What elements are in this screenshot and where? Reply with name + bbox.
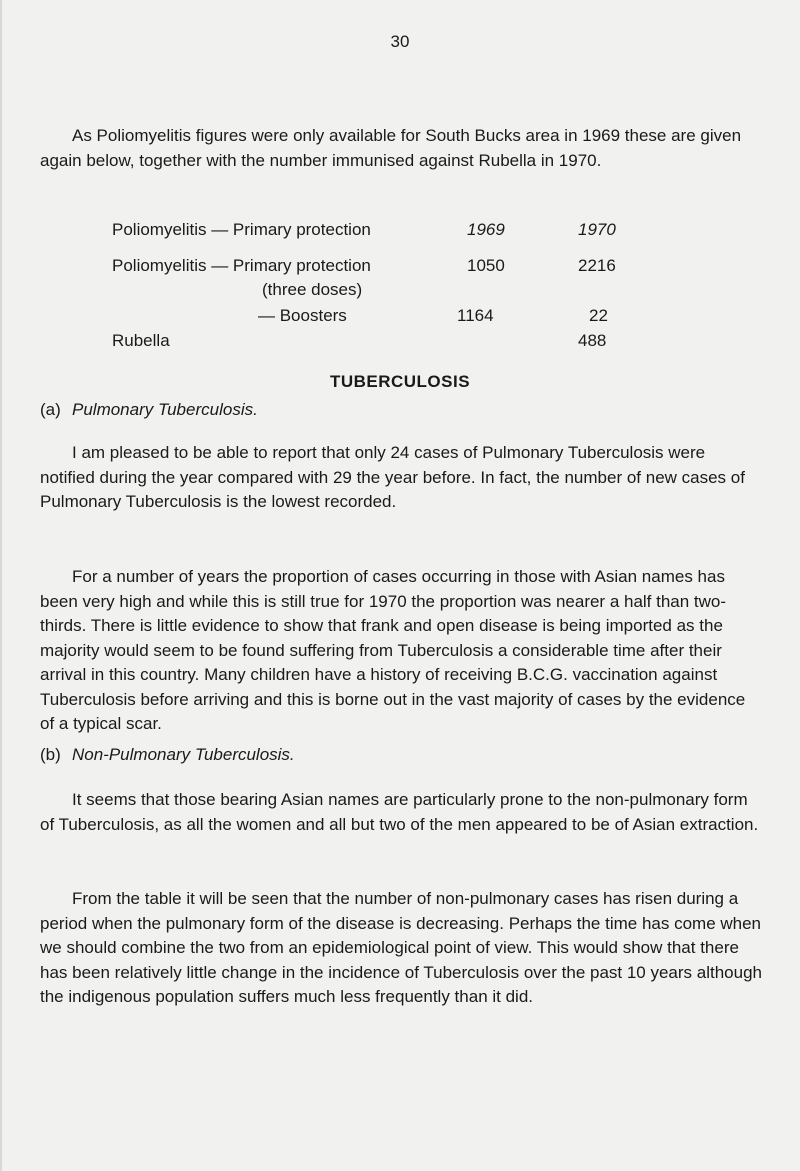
- row-primary-1970: 2216: [578, 256, 616, 275]
- subheading-a: [40, 400, 258, 420]
- non-pulmonary-paragraph-1: It seems that those bearing Asian names are particularly prone to the non-pulmonary form of Tuberculosis, as all the women and all but two of the men appeared to be of Asian extraction.: [40, 790, 759, 834]
- pulmonary-paragraph-1: I am pleased to be able to report that only 24 cases of Pulmonary Tuberculosis were notified during the year compared with 29 the year before. In fact, the number of new cases of Pulmonary Tuberculosis is the lowest recorded.: [40, 443, 745, 511]
- subheading-a-label: (a): [40, 400, 61, 419]
- intro-paragraph: As Poliomyelitis figures were only available for South Bucks area in 1969 these are given again below, together with the number immunised against Rubella in 1970.: [40, 126, 742, 170]
- row-primary-label: Poliomyelitis — Primary protection: [112, 256, 371, 275]
- row-rubella-1970: 488: [578, 331, 607, 350]
- section-heading: TUBERCULOSIS: [329, 372, 471, 391]
- row-primary-1969: 1050: [467, 256, 505, 275]
- table-header-label: Poliomyelitis — Primary protection: [112, 220, 371, 239]
- row-primary-sublabel: (three doses): [262, 280, 363, 299]
- subheading-b-title: Non-Pulmonary Tuberculosis.: [72, 745, 295, 764]
- page-edge: [0, 0, 2, 1171]
- subheading-b-label: (b): [40, 745, 61, 764]
- subheading-a-title: Pulmonary Tuberculosis.: [72, 400, 258, 419]
- row-boosters-1969: 1164: [457, 306, 494, 325]
- page-number: 30: [390, 32, 410, 51]
- subheading-b: [40, 745, 295, 765]
- non-pulmonary-paragraph-2: From the table it will be seen that the number of non-pulmonary cases has risen during a period when the pulmonary form of the disease is decreasing. Perhaps the time has come when we should combine the two from an epidemiological point of view. This would show that there has been relatively little change in the incidence of Tuberculosis over the past 10 years although the indigenous population suffers much less frequently than it did.: [40, 889, 763, 1006]
- row-rubella-label: Rubella: [112, 331, 170, 350]
- immunisation-table: [0, 220, 800, 360]
- row-boosters-1970: 22: [589, 306, 608, 325]
- row-boosters-label: — Boosters: [258, 306, 347, 325]
- table-header-1969: 1969: [467, 220, 505, 239]
- pulmonary-paragraph-2: For a number of years the proportion of cases occurring in those with Asian names has been very high and while this is still true for 1970 the proportion was nearer a half than two-thirds. There is little evidence to show that frank and open disease is being imported as the majority would seem to be found suffering from Tuberculosis a considerable time after their arrival in this country. Many children have a history of receiving B.C.G. vaccination against Tuberculosis before arriving and this is borne out in the vast majority of cases by the evidence of a typical scar.: [40, 567, 746, 733]
- table-header-1970: 1970: [578, 220, 616, 239]
